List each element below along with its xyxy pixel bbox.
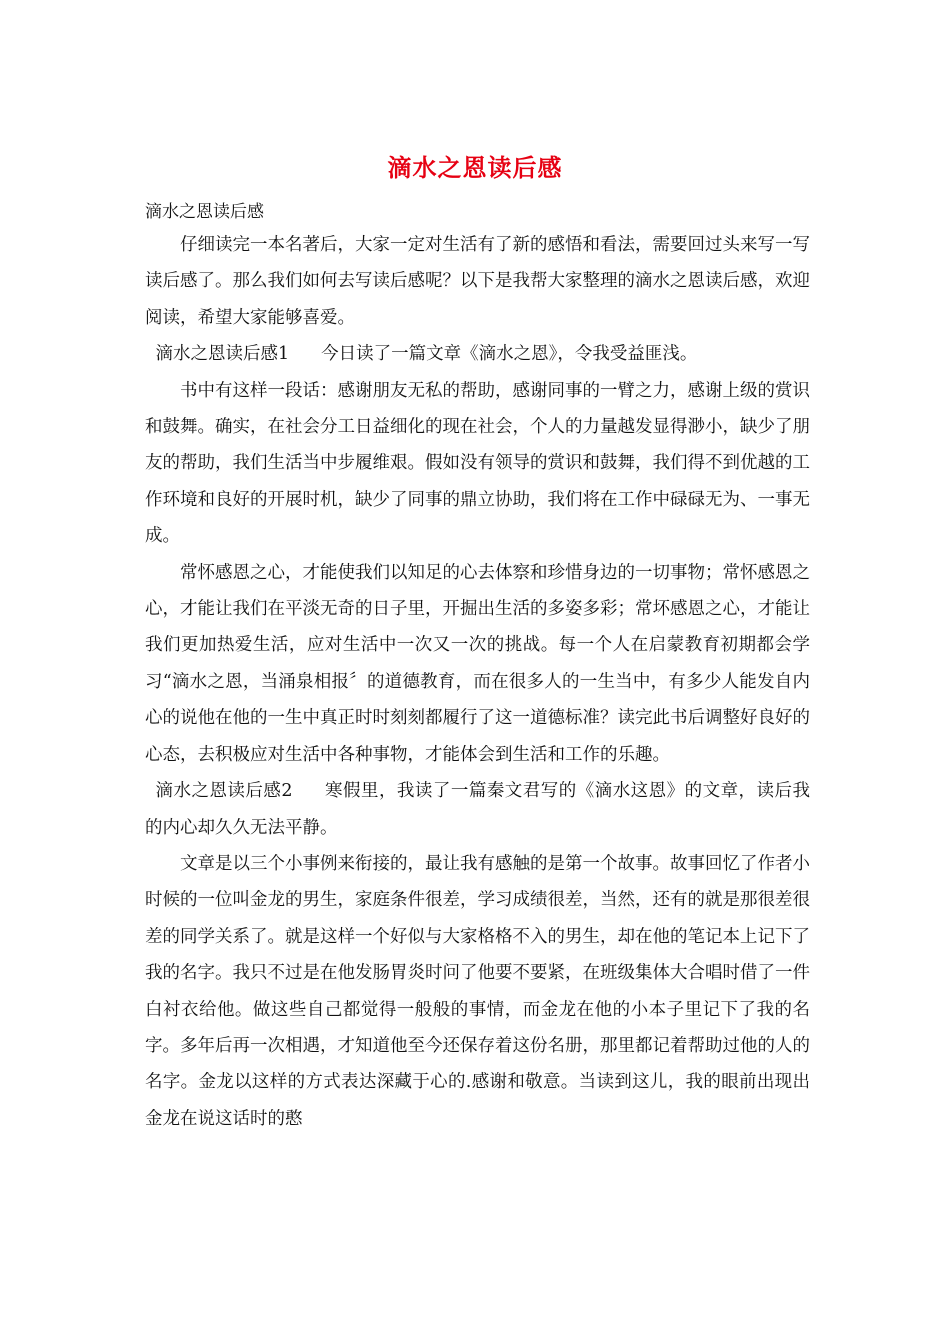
section-1-heading: 滴水之恩读后感1 [155, 344, 290, 365]
section-1-first-line: 今日读了一篇文章《滴水之恩》，令我受益匪浅。 [321, 344, 698, 365]
document-subtitle: 滴水之恩读后感 [145, 202, 264, 222]
intro-paragraph: 仔细读完一本名著后，大家一定对生活有了新的感悟和看法，需要回过头来写一写读后感了。那么我们如何去写读后感呢？以下是我帮大家整理的滴水之恩读后感，欢迎阅读，希望大家能够喜爱。 [145, 235, 810, 328]
section-1-heading-line [145, 336, 810, 372]
section-1-paragraph: 常怀感恩之心，才能使我们以知足的心去体察和珍惜身边的一切事物；常怀感恩之心，才能让我们在平淡无奇的日子里，开掘出生活的多姿多彩；常坏感恩之心，才能让我们更加热爱生活，应对生活中一次又一次的挑战。每一个人在启蒙教育初期都会学习“滴水之恩，当涌泉相报〞的道德教育，而在很多人的一生当中，有多少人能发自内心的说他在他的一生中真正时时刻刻都履行了这一道德标准？读完此书后调整好良好的心态，去积极应对生活中各种事物，才能体会到生活和工作的乐趣。 [145, 562, 810, 765]
section-2-first-line: 寒假里，我读了一篇秦文君写的《滴水这恩》的文章，读后我的内心却久久无法平静。 [145, 781, 811, 838]
section-2-heading-line [145, 773, 810, 846]
document-title: 滴水之恩读后感 [387, 153, 563, 182]
section-1-paragraph: 书中有这样一段话：感谢朋友无私的帮助，感谢同事的一臂之力，感谢上级的赏识和鼓舞。确实，在社会分工日益细化的现在社会，个人的力量越发显得渺小，缺少了朋友的帮助，我们生活当中步履维艰。假如没有领导的赏识和鼓舞，我们得不到优越的工作环境和良好的开展时机，缺少了同事的鼎立协助，我们将在工作中碌碌无为、一事无成。 [145, 380, 810, 547]
section-2-paragraph: 文章是以三个小事例来衔接的，最让我有感触的是第一个故事。故事回忆了作者小时候的一位叫金龙的男生，家庭条件很差，学习成绩很差，当然，还有的就是那很差很差的同学关系了。就是这样一个好似与大家格格不入的男生，却在他的笔记本上记下了我的名字。我只不过是在他发肠胃炎时问了他要不要紧，在班级集体大合唱时借了一件白衬衣给他。做这些自己都觉得一般般的事情，而金龙在他的小本子里记下了我的名字。多年后再一次相遇，才知道他至今还保存着这份名册，那里都记着帮助过他的人的名字。金龙以这样的方式表达深藏于心的.感谢和敬意。当读到这儿，我的眼前出现出金龙在说这话时的憨 [145, 853, 810, 1129]
section-2-heading: 滴水之恩读后感2 [155, 781, 293, 802]
document-body [145, 227, 810, 1137]
